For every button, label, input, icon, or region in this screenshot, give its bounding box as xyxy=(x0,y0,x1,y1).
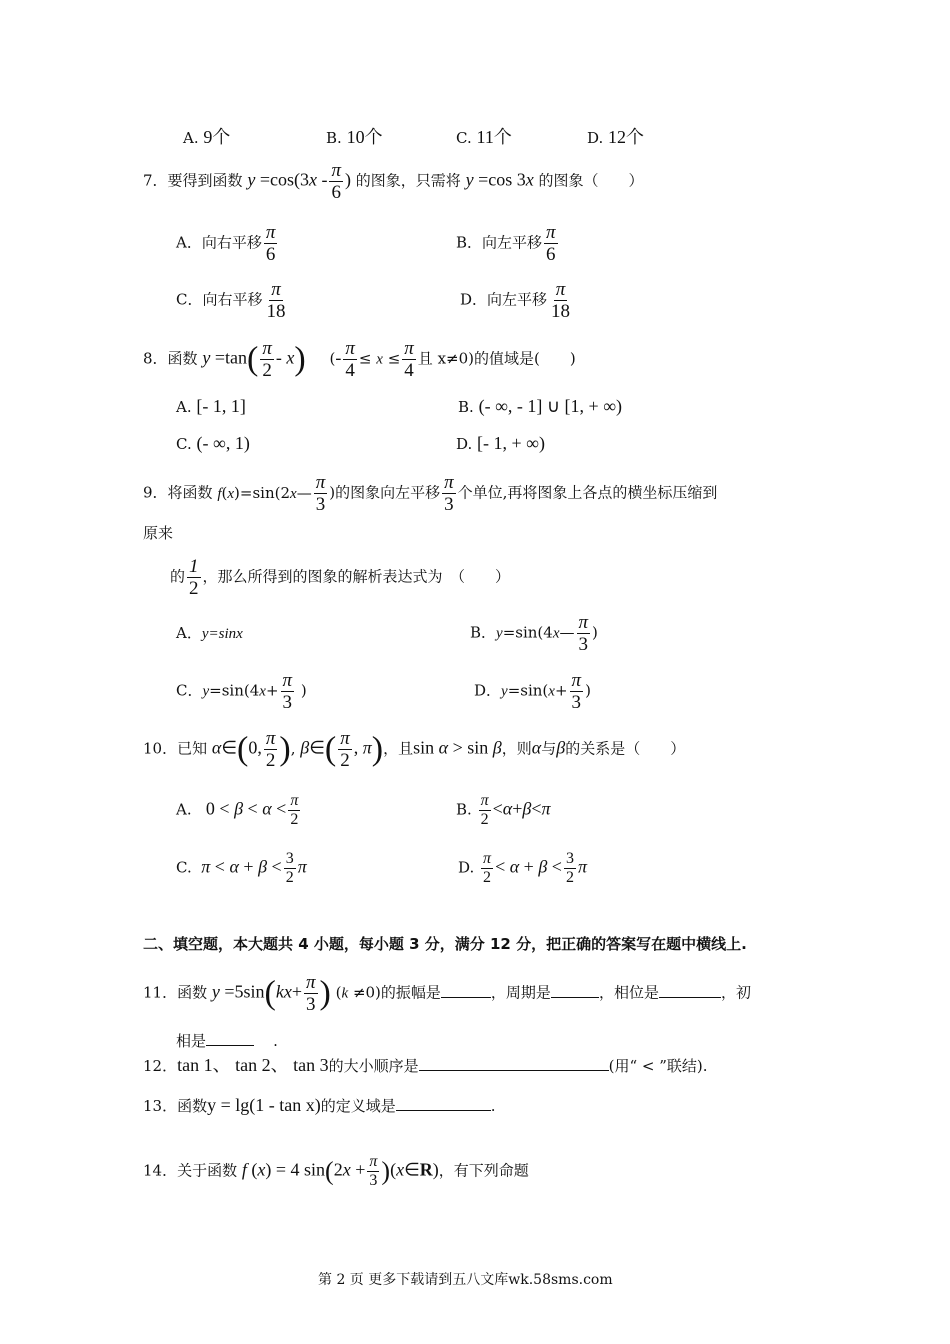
q11-stem: 11．函数 y =5sin(kx+ $\frac{\pi}{3}$ ) (k ≠0)的振幅是 ，周期是 ，相位是 ，初 xyxy=(143,972,751,1015)
q12-stem: 12．tan 1、 tan 2、 tan 3的大小顺序是 (用“ < ”联结). xyxy=(143,1055,708,1075)
q10-option-b: B. $\frac{\pi}{2}$ <α+β<π xyxy=(456,792,551,828)
q9-line3: 的 $\frac{1}{2}$ ，那么所得到的图象的解析表达式为 （ ） xyxy=(170,556,511,599)
q8-option-b: B. (- ∞, - 1] ∪ [1, + ∞) xyxy=(458,396,623,416)
page-footer: 第 2 页 更多下载请到五八文库wk.58sms.com xyxy=(318,1272,613,1288)
q10-option-c: C. π < α + β < $\frac{3}{2}$ π xyxy=(176,850,307,886)
q9-stem: 9．将函数 f(x)=sin(2x— $\frac{\pi}{3}$ )的图象向左平移 $\frac{\pi}{3}$ 个单位,再将图象上各点的横坐标压缩到 xyxy=(143,472,718,515)
q9-line2: 原来 xyxy=(143,524,174,542)
q8-option-c: C. (- ∞, 1) xyxy=(176,433,250,453)
q6-option-c: C. 11个 xyxy=(456,127,512,147)
q8-stem: 8．函数 y =tan( $\frac{\pi}{2}$ - x) (- $\frac{\pi}{4}$ ≤ x ≤ $\frac{\pi}{4}$ 且 x≠0)的值域是( ) xyxy=(143,338,576,381)
q13-answer-blank[interactable] xyxy=(396,1096,491,1111)
q11-phase-blank[interactable] xyxy=(659,983,721,998)
q9-option-b: B．y=sin(4x— $\frac{\pi}{3}$ ) xyxy=(470,612,598,655)
q9-option-d: D．y=sin(x+ $\frac{\pi}{3}$ ) xyxy=(474,670,591,713)
q9-option-a: A．y=sinx xyxy=(176,624,243,642)
q6-option-b: B. 10个 xyxy=(326,127,383,147)
q14-stem: 14．关于函数 f (x) = 4 sin(2x + $\frac{\pi}{3}$ )(x∈R)，有下列命题 xyxy=(143,1153,529,1189)
q8-option-d: D. [- 1, + ∞) xyxy=(456,433,546,453)
q7-option-d: D．向左平移 $\frac{\pi}{18}$ xyxy=(460,279,571,322)
q10-option-a: A. 0 < β < α < $\frac{\pi}{2}$ xyxy=(176,792,299,828)
q11-period-blank[interactable] xyxy=(551,983,599,998)
q8-option-a: A. [- 1, 1] xyxy=(176,396,246,416)
q6-option-d: D. 12个 xyxy=(587,127,645,147)
section-2-title: 二、填空题，本大题共 4 小题，每小题 3 分，满分 12 分，把正确的答案写在题中横线上. xyxy=(143,935,747,953)
q7-stem: 7．要得到函数 y =cos(3x - $\frac{\pi}{6}$ ) 的图象，只需将 y =cos 3x 的图象（ ） xyxy=(143,160,644,203)
q6-option-a: A. 9个 xyxy=(183,127,231,147)
q11-initial-phase-blank[interactable] xyxy=(206,1031,254,1046)
q7-option-b: B．向左平移 $\frac{\pi}{6}$ xyxy=(456,222,556,265)
q7-option-a: A．向右平移 $\frac{\pi}{6}$ xyxy=(176,222,276,265)
q13-stem: 13．函数y = lg(1 - tan x)的定义域是 . xyxy=(143,1095,496,1115)
q12-answer-blank[interactable] xyxy=(419,1056,609,1071)
q11-line2: 相是 . xyxy=(176,1032,278,1050)
q10-stem: 10．已知 α∈(0, $\frac{\pi}{2}$ ), β∈( $\frac{\pi}{2}$ , π)，且sin α > sin β，则α与β的关系是（ ） xyxy=(143,728,686,771)
q9-option-c: C．y=sin(4x+ $\frac{\pi}{3}$ ) xyxy=(176,670,307,713)
q11-amplitude-blank[interactable] xyxy=(441,983,491,998)
q10-option-d: D. $\frac{\pi}{2}$ < α + β < $\frac{3}{2}$ π xyxy=(458,850,587,886)
q7-option-c: C．向右平移 $\frac{\pi}{18}$ xyxy=(176,279,286,322)
